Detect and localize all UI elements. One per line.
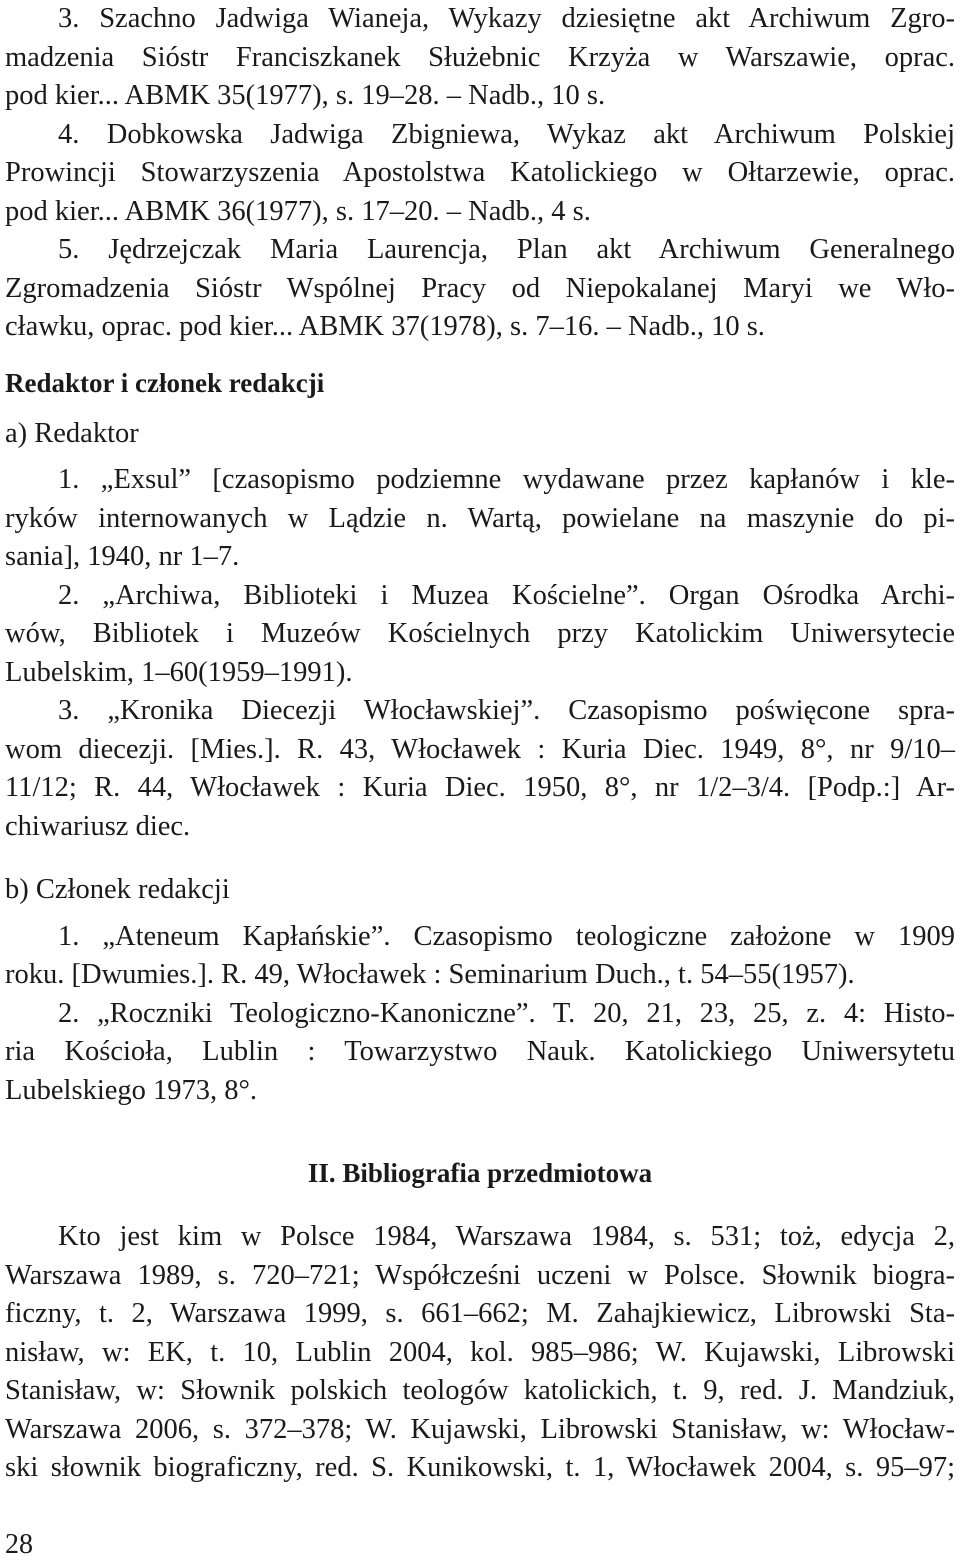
paragraph-line: nisław, w: EK, t. 10, Lublin 2004, kol. 985–986; W. Kujawski, Librowski — [5, 1336, 955, 1368]
paragraph-line: ficzny, t. 2, Warszawa 1999, s. 661–662; M. Zahajkiewicz, Librowski Sta- — [5, 1298, 955, 1329]
entry-line: 1. „Ateneum Kapłańskie”. Czasopismo teologiczne założone w 1909 — [58, 920, 955, 952]
entry-line: Prowincji Stowarzyszenia Apostolstwa Katolickiego w Ołtarzewie, oprac. — [5, 157, 955, 188]
document-page — [5, 0, 955, 1488]
entry-line: 2. „Roczniki Teologiczno-Kanoniczne”. T. 20, 21, 23, 25, z. 4: Histo- — [58, 997, 955, 1029]
entry-line: wów, Bibliotek i Muzeów Kościelnych przy Katolickim Uniwersytecie — [5, 618, 955, 649]
paragraph-line: Stanisław, w: Słownik polskich teologów katolickich, t. 9, red. J. Mandziuk, — [5, 1375, 955, 1406]
entry-line: wom diecezji. [Mies.]. R. 43, Włocławek : Kuria Diec. 1949, 8°, nr 9/10– — [5, 733, 955, 765]
list-item — [5, 995, 955, 1111]
entry-line: Lubelskiego 1973, 8°. — [5, 1074, 258, 1106]
list-item — [5, 577, 955, 693]
entry-line: 3. „Kronika Diecezji Włocławskiej”. Czasopismo poświęcone spra- — [58, 695, 955, 726]
editor-list — [5, 461, 955, 846]
entry-line: roku. [Dwumies.]. R. 49, Włocławek : Seminarium Duch., t. 54–55(1957). — [5, 959, 855, 990]
section-heading-bibliography: II. Bibliografia przedmiotowa — [307, 1158, 653, 1188]
section-heading-editor: Redaktor i członek redakcji — [5, 367, 325, 398]
list-item — [5, 461, 955, 577]
entry-line: 2. „Archiwa, Biblioteki i Muzea Kościelne”. Organ Ośrodka Archi- — [58, 579, 955, 611]
entry-line: ria Kościoła, Lublin : Towarzystwo Nauk. Katolickiego Uniwersytetu — [5, 1036, 955, 1067]
board-member-list — [5, 918, 955, 1111]
entry-line: Lubelskim, 1–60(1959–1991). — [5, 656, 353, 688]
paragraph-line: Warszawa 2006, s. 372–378; W. Kujawski, Librowski Stanisław, w: Włocław- — [5, 1413, 955, 1445]
archive-list — [5, 0, 955, 347]
paragraph-line: ski słownik biograficzny, red. S. Kunikowski, t. 1, Włocławek 2004, s. 95–97; — [5, 1452, 955, 1483]
page-number: 28 — [5, 1529, 33, 1560]
entry-line: 5. Jędrzejczak Maria Laurencja, Plan akt Archiwum Generalnego — [58, 234, 955, 265]
entry-line: pod kier... ABMK 35(1977), s. 19–28. – Nadb., 10 s. — [5, 80, 606, 111]
entry-line: sania], 1940, nr 1–7. — [5, 541, 240, 572]
subheading-board-member: b) Członek redakcji — [5, 874, 230, 905]
paragraph-line: Warszawa 1989, s. 720–721; Współcześni uczeni w Polsce. Słownik biogra- — [5, 1259, 955, 1291]
list-item — [5, 116, 955, 232]
list-item — [5, 692, 955, 846]
list-item — [5, 0, 955, 116]
entry-line: 1. „Exsul” [czasopismo podziemne wydawane przez kapłanów i kle- — [58, 464, 955, 495]
entry-line: madzenia Sióstr Franciszkanek Służebnic Krzyża w Warszawie, oprac. — [5, 41, 955, 73]
entry-line: cławku, oprac. pod kier... ABMK 37(1978), s. 7–16. – Nadb., 10 s. — [5, 311, 765, 342]
entry-line: Zgromadzenia Sióstr Wspólnej Pracy od Niepokalanej Maryi we Wło- — [5, 272, 955, 304]
list-item — [5, 231, 955, 347]
paragraph-line: Kto jest kim w Polsce 1984, Warszawa 1984, s. 531; toż, edycja 2, — [58, 1221, 955, 1252]
entry-line: 3. Szachno Jadwiga Wianeja, Wykazy dziesiętne akt Archiwum Zgro- — [58, 3, 955, 34]
bibliography-paragraph — [5, 1218, 955, 1488]
subheading-editor: a) Redaktor — [5, 417, 139, 449]
entry-line: 11/12; R. 44, Włocławek : Kuria Diec. 1950, 8°, nr 1/2–3/4. [Podp.:] Ar- — [5, 772, 955, 803]
entry-line: ryków internowanych w Lądzie n. Wartą, powielane na maszynie do pi- — [5, 502, 955, 534]
entry-line: chiwariusz diec. — [5, 810, 191, 842]
list-item — [5, 918, 955, 995]
entry-line: 4. Dobkowska Jadwiga Zbigniewa, Wykaz akt Archiwum Polskiej — [58, 118, 955, 150]
entry-line: pod kier... ABMK 36(1977), s. 17–20. – Nadb., 4 s. — [5, 195, 591, 227]
